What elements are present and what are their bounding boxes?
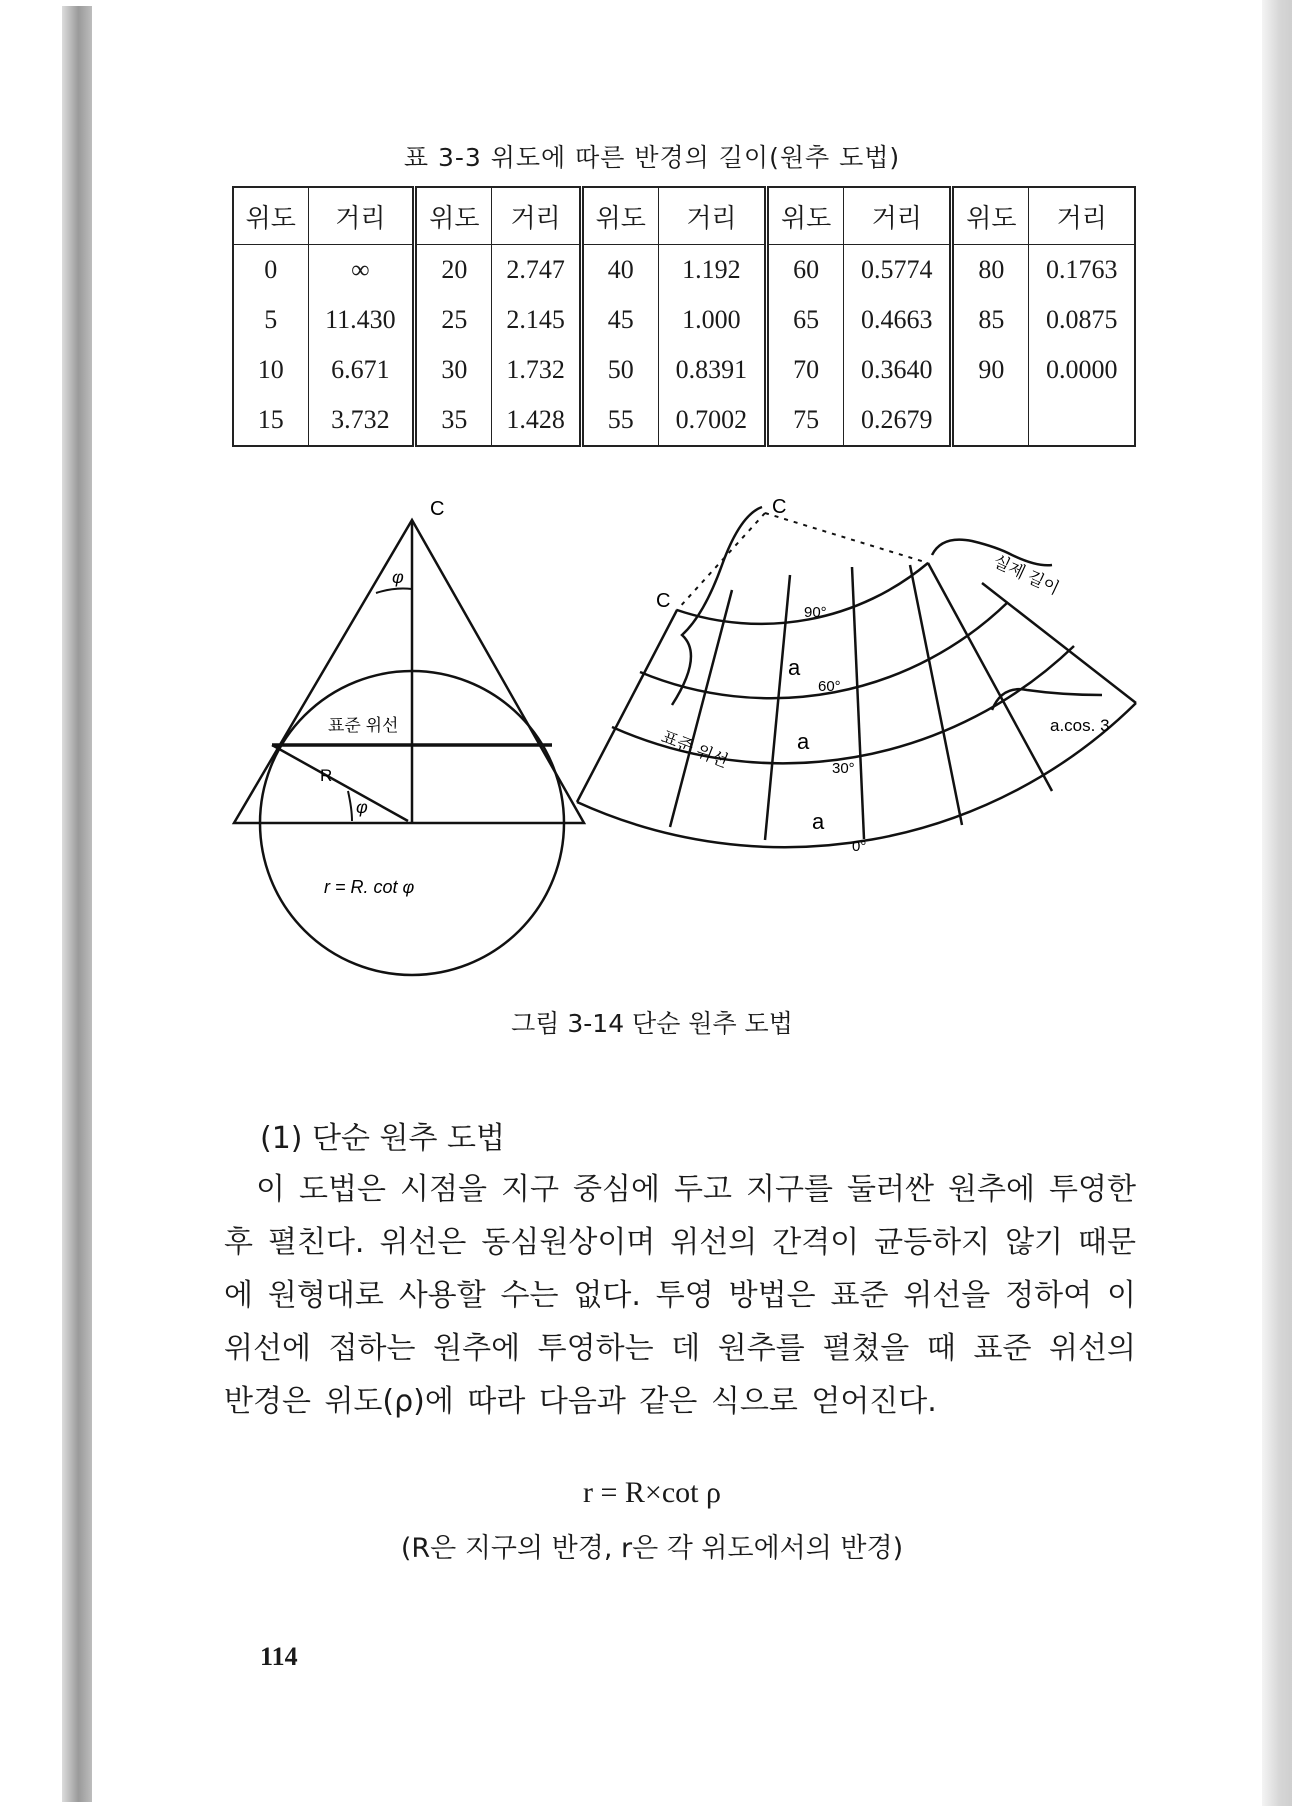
table-cell: 0.7002 <box>658 395 766 446</box>
table-cell: 50 <box>581 345 658 395</box>
table-cell: 25 <box>415 295 492 345</box>
table-cell: 15 <box>233 395 308 446</box>
table-cell: 35 <box>415 395 492 446</box>
left-angle-label-top: φ <box>392 567 404 587</box>
table-cell: 30 <box>415 345 492 395</box>
page-edge-shadow <box>1262 0 1292 1806</box>
table-cell: 1.192 <box>658 245 766 296</box>
left-radius-label: R <box>320 766 333 785</box>
page-content <box>112 0 1192 1806</box>
table-row <box>233 245 1135 296</box>
brace-left <box>672 507 762 705</box>
table-header-cell: 위도 <box>952 187 1029 245</box>
brace-true-length <box>932 540 1052 566</box>
right-standard-parallel-label: 표준 위선 <box>658 727 731 772</box>
meridian-1 <box>577 610 677 802</box>
table-cell: 65 <box>766 295 843 345</box>
table-header-cell: 거리 <box>492 187 581 245</box>
table-cell: 90 <box>952 345 1029 395</box>
segment-label-3: a <box>812 809 825 834</box>
angle-arc-bottom <box>348 791 352 821</box>
table-cell <box>1029 395 1135 446</box>
right-side-label: C <box>656 590 671 612</box>
table-cell: 1.428 <box>492 395 581 446</box>
table-cell: 0.0000 <box>1029 345 1135 395</box>
table-row <box>233 345 1135 395</box>
meridian-5 <box>910 565 962 825</box>
table-cell: 70 <box>766 345 843 395</box>
book-spine <box>62 6 92 1802</box>
table-cell: 0.5774 <box>844 245 952 296</box>
table-cell: 55 <box>581 395 658 446</box>
table-header-cell: 거리 <box>1029 187 1135 245</box>
table-cell: 6.671 <box>308 345 415 395</box>
conic-projection-figure <box>112 495 1192 995</box>
table-header-row <box>233 187 1135 245</box>
table-cell: 11.430 <box>308 295 415 345</box>
left-apex-label: C <box>430 498 445 520</box>
table-cell: 0.1763 <box>1029 245 1135 296</box>
meridian-6 <box>928 563 1052 791</box>
table-header-cell: 거리 <box>308 187 415 245</box>
latitude-label-30: 30° <box>832 760 855 777</box>
left-standard-parallel-label: 표준 위선 <box>328 716 399 735</box>
table-cell: 0.0875 <box>1029 295 1135 345</box>
segment-label-1: a <box>788 655 801 680</box>
latitude-label-0: 0° <box>852 838 867 855</box>
formula-equation: r = R×cot ρ <box>583 1476 721 1509</box>
figure-caption: 그림 3-14 단순 원추 도법 <box>511 1009 793 1038</box>
meridian-2 <box>670 590 732 827</box>
right-apex-label: C <box>772 496 787 518</box>
table-cell <box>952 395 1029 446</box>
table-cell: 45 <box>581 295 658 345</box>
left-formula-label: r = R. cot φ <box>324 877 415 897</box>
latitude-radius-table <box>232 186 1136 447</box>
angle-arc-top <box>376 589 412 594</box>
table-caption: 표 3-3 위도에 따른 반경의 길이(원추 도법) <box>403 143 901 172</box>
cos-label: a.cos. 3 <box>1050 716 1110 735</box>
section-paragraph: 이 도법은 시점을 지구 중심에 두고 지구를 둘러싼 원추에 투영한 후 펼친다. 위선은 동심원상이며 위선의 간격이 균등하지 않기 때문에 원형대로 사용할 수는 없다. 투영 방법은 표준 위선을 정하여 이 위선에 접하는 원추에 투영하는 데 원추를 펼쳤을 때 표준 위선의 반경은 위도(ρ)에 따라 다음과 같은 식으로 얻어진다. <box>224 1172 1136 1419</box>
latitude-label-90: 90° <box>804 604 827 621</box>
parallel-90-arc <box>677 563 928 624</box>
latitude-label-60: 60° <box>818 678 841 695</box>
table-cell: 0.8391 <box>658 345 766 395</box>
table-cell: 1.732 <box>492 345 581 395</box>
table-cell: 0 <box>233 245 308 296</box>
table-cell: 1.000 <box>658 295 766 345</box>
left-angle-label-bottom: φ <box>356 797 368 817</box>
table-header-cell: 위도 <box>766 187 843 245</box>
section-heading: (1) 단순 원추 도법 <box>260 1121 505 1156</box>
table-cell: 40 <box>581 245 658 296</box>
page-number: 114 <box>260 1642 298 1671</box>
table-row <box>233 295 1135 345</box>
table-header-cell: 위도 <box>233 187 308 245</box>
table-cell: 85 <box>952 295 1029 345</box>
table-cell: 10 <box>233 345 308 395</box>
table-body <box>233 245 1135 447</box>
table-cell: 0.2679 <box>844 395 952 446</box>
table-cell: 75 <box>766 395 843 446</box>
cone-diagram <box>234 520 584 975</box>
meridian-7 <box>982 583 1136 703</box>
table-cell: 5 <box>233 295 308 345</box>
table-cell: 3.732 <box>308 395 415 446</box>
table-header-cell: 거리 <box>658 187 766 245</box>
table-row <box>233 395 1135 446</box>
meridian-4 <box>852 567 864 839</box>
table-header-cell: 위도 <box>581 187 658 245</box>
developed-cone-diagram <box>577 507 1136 847</box>
table-cell: 60 <box>766 245 843 296</box>
cone-side-dotted <box>677 513 765 610</box>
brace-cos <box>992 689 1102 710</box>
table-cell: 80 <box>952 245 1029 296</box>
table-cell: 2.145 <box>492 295 581 345</box>
table-header-cell: 거리 <box>844 187 952 245</box>
table-cell: 2.747 <box>492 245 581 296</box>
earth-radius-line <box>272 745 408 821</box>
formula-note: (R은 지구의 반경, r은 각 위도에서의 반경) <box>400 1533 904 1564</box>
true-length-label: 실제 길이 <box>990 551 1063 599</box>
segment-label-2: a <box>797 729 810 754</box>
table-cell: 0.3640 <box>844 345 952 395</box>
table-header-cell: 위도 <box>415 187 492 245</box>
table-cell: 0.4663 <box>844 295 952 345</box>
meridian-3 <box>765 575 790 840</box>
table-cell: ∞ <box>308 245 415 296</box>
table-cell: 20 <box>415 245 492 296</box>
cone-top-dotted <box>765 513 928 563</box>
